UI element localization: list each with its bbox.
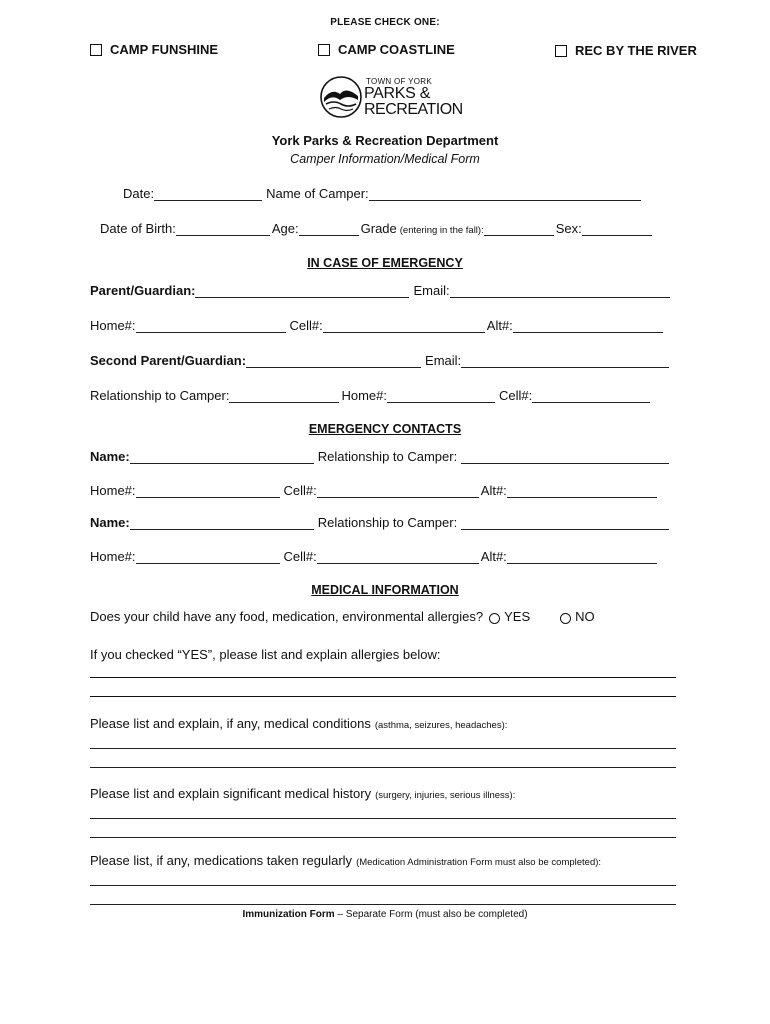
grade-hint: (entering in the fall): bbox=[399, 225, 484, 236]
contact-relationship-field[interactable] bbox=[461, 449, 669, 464]
check-one-instruction: PLEASE CHECK ONE: bbox=[330, 17, 440, 28]
relationship-row bbox=[90, 388, 680, 403]
contact-cell-field[interactable] bbox=[317, 549, 479, 564]
email-field[interactable] bbox=[450, 283, 670, 298]
medications-hint: (Medication Administration Form must also be completed): bbox=[356, 857, 602, 868]
logo-line-3: RECREATION bbox=[364, 101, 463, 118]
contact-alt-label: Alt#: bbox=[480, 483, 507, 498]
contact-2-phone-row bbox=[90, 549, 680, 564]
cell-field[interactable] bbox=[532, 388, 650, 403]
contact-relationship-field[interactable] bbox=[461, 515, 669, 530]
second-email-field[interactable] bbox=[461, 353, 669, 368]
option-camp-coastline[interactable] bbox=[318, 42, 455, 57]
logo-line-1: TOWN OF YORK bbox=[366, 77, 432, 86]
form-title: York Parks & Recreation Department bbox=[271, 133, 499, 148]
second-parent-field[interactable] bbox=[246, 353, 421, 368]
parks-recreation-logo bbox=[318, 74, 463, 120]
medical-heading: MEDICAL INFORMATION bbox=[311, 583, 459, 597]
option-camp-funshine[interactable] bbox=[90, 42, 218, 57]
logo-mark-icon bbox=[318, 74, 364, 120]
grade-field[interactable] bbox=[484, 221, 554, 236]
contact-home-field[interactable] bbox=[136, 549, 280, 564]
dob-row bbox=[100, 221, 675, 236]
history-hint: (surgery, injuries, serious illness): bbox=[375, 790, 516, 801]
conditions-hint: (asthma, seizures, headaches): bbox=[374, 720, 508, 731]
relationship-label: Relationship to Camper: bbox=[90, 388, 230, 403]
option-rec-by-the-river[interactable] bbox=[555, 43, 697, 58]
option-label: CAMP COASTLINE bbox=[338, 42, 455, 57]
immunization-note bbox=[0, 909, 770, 920]
grade-label: Grade bbox=[360, 221, 397, 236]
contact-home-label: Home#: bbox=[90, 483, 136, 498]
home-field[interactable] bbox=[136, 318, 286, 333]
contact-home-label: Home#: bbox=[90, 549, 136, 564]
checkbox[interactable] bbox=[318, 44, 330, 56]
sex-label: Sex: bbox=[555, 221, 582, 236]
camper-name-field[interactable] bbox=[369, 186, 641, 201]
contact-alt-label: Alt#: bbox=[480, 549, 507, 564]
date-label: Date: bbox=[123, 186, 155, 201]
date-name-row bbox=[123, 186, 653, 201]
parent-label: Parent/Guardian: bbox=[90, 283, 196, 298]
medications-line-2[interactable] bbox=[90, 904, 676, 905]
yes-radio[interactable] bbox=[489, 613, 500, 624]
contact-relationship-label: Relationship to Camper: bbox=[317, 515, 458, 530]
allergy-line-2[interactable] bbox=[90, 696, 676, 697]
allergy-question-row bbox=[90, 609, 680, 624]
second-parent-label: Second Parent/Guardian: bbox=[90, 353, 247, 368]
immunization-form-note: – Separate Form (must also be completed) bbox=[334, 909, 528, 920]
medications-row bbox=[90, 853, 690, 868]
parent-phone-row bbox=[90, 318, 680, 333]
cell-label: Cell#: bbox=[499, 388, 533, 403]
option-label: REC BY THE RIVER bbox=[575, 43, 697, 58]
home-label: Home#: bbox=[90, 318, 136, 333]
checkbox[interactable] bbox=[90, 44, 102, 56]
dob-label: Date of Birth: bbox=[100, 221, 176, 236]
sex-field[interactable] bbox=[582, 221, 652, 236]
contact-name-field[interactable] bbox=[130, 449, 314, 464]
contact-relationship-label: Relationship to Camper: bbox=[317, 449, 458, 464]
cell-field[interactable] bbox=[323, 318, 485, 333]
dob-field[interactable] bbox=[176, 221, 270, 236]
history-row bbox=[90, 786, 680, 801]
checkbox[interactable] bbox=[555, 45, 567, 57]
contact-cell-label: Cell#: bbox=[283, 483, 317, 498]
second-parent-row bbox=[90, 353, 680, 368]
alt-label: Alt#: bbox=[486, 318, 513, 333]
option-label: CAMP FUNSHINE bbox=[110, 42, 219, 57]
email-label: Email: bbox=[413, 283, 450, 298]
email-label: Email: bbox=[425, 353, 462, 368]
history-text: Please list and explain significant medical history bbox=[90, 786, 372, 801]
immunization-form-label: Immunization Form bbox=[242, 909, 335, 920]
cell-label: Cell#: bbox=[289, 318, 323, 333]
contact-1-phone-row bbox=[90, 483, 680, 498]
conditions-text: Please list and explain, if any, medical conditions bbox=[90, 716, 371, 731]
contact-alt-field[interactable] bbox=[507, 483, 657, 498]
relationship-field[interactable] bbox=[229, 388, 339, 403]
allergy-explain-text: If you checked “YES”, please list and explain allergies below: bbox=[90, 647, 441, 662]
conditions-line-2[interactable] bbox=[90, 767, 676, 768]
parent-row bbox=[90, 283, 680, 298]
medications-text: Please list, if any, medications taken regularly bbox=[90, 853, 353, 868]
medications-line-1[interactable] bbox=[90, 885, 676, 886]
contact-name-field[interactable] bbox=[130, 515, 314, 530]
history-line-1[interactable] bbox=[90, 818, 676, 819]
date-field[interactable] bbox=[154, 186, 262, 201]
contact-name-label: Name: bbox=[90, 449, 130, 464]
conditions-row bbox=[90, 716, 680, 731]
yes-label: YES bbox=[504, 609, 531, 624]
contact-cell-field[interactable] bbox=[317, 483, 479, 498]
camper-name-label: Name of Camper: bbox=[266, 186, 369, 201]
no-radio[interactable] bbox=[560, 613, 571, 624]
contact-1-name-row bbox=[90, 449, 680, 464]
age-label: Age: bbox=[271, 221, 299, 236]
emergency-heading: IN CASE OF EMERGENCY bbox=[307, 256, 463, 270]
contact-alt-field[interactable] bbox=[507, 549, 657, 564]
contact-name-label: Name: bbox=[90, 515, 130, 530]
parent-field[interactable] bbox=[195, 283, 409, 298]
form-subtitle: Camper Information/Medical Form bbox=[290, 152, 480, 166]
allergy-question: Does your child have any food, medication, environmental allergies? bbox=[90, 609, 484, 624]
conditions-line-1[interactable] bbox=[90, 748, 676, 749]
contact-home-field[interactable] bbox=[136, 483, 280, 498]
home-label: Home#: bbox=[341, 388, 387, 403]
contact-2-name-row bbox=[90, 515, 680, 530]
contacts-heading: EMERGENCY CONTACTS bbox=[308, 422, 462, 436]
alt-field[interactable] bbox=[513, 318, 663, 333]
logo-line-2: PARKS & bbox=[364, 85, 431, 102]
contact-cell-label: Cell#: bbox=[283, 549, 317, 564]
home-field[interactable] bbox=[387, 388, 495, 403]
allergy-line-1[interactable] bbox=[90, 677, 676, 678]
history-line-2[interactable] bbox=[90, 837, 676, 838]
age-field[interactable] bbox=[299, 221, 359, 236]
no-label: NO bbox=[575, 609, 595, 624]
allergy-explain bbox=[90, 647, 680, 662]
